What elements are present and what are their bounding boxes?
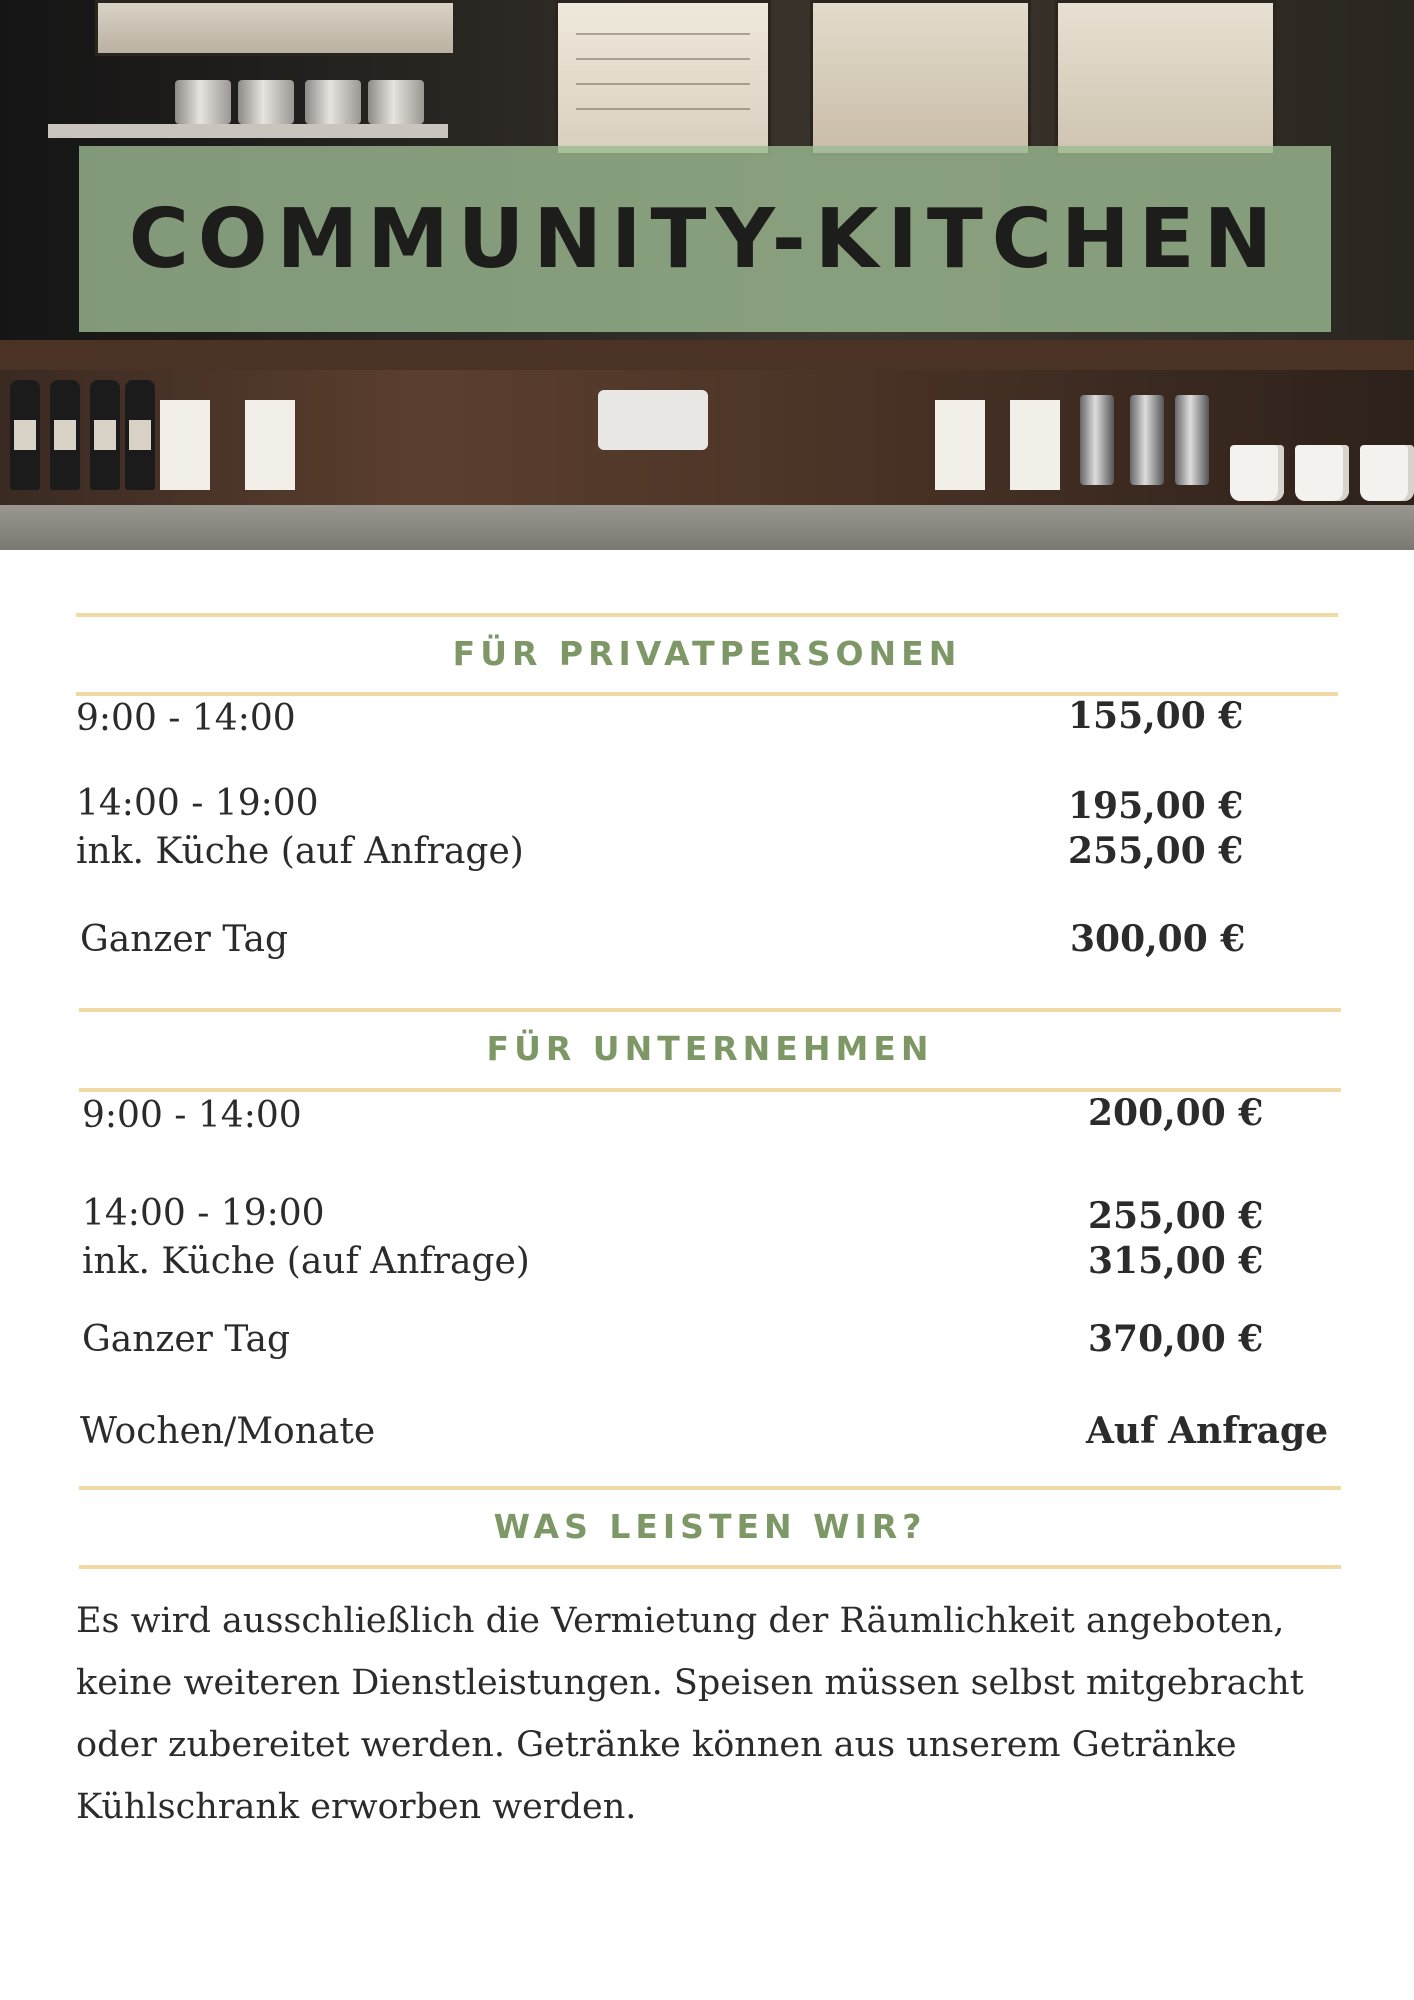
mug — [1230, 445, 1284, 501]
private-row-label: ink. Küche (auf Anfrage) — [76, 831, 524, 872]
counter-top — [0, 340, 1414, 370]
divider — [79, 1565, 1341, 1569]
top-sign — [95, 0, 456, 56]
bottle — [10, 380, 40, 490]
section-heading-business: FÜR UNTERNEHMEN — [486, 1029, 934, 1068]
coffee-bag — [160, 400, 210, 490]
shelf — [48, 124, 448, 138]
private-row-label: 9:00 - 14:00 — [76, 698, 296, 739]
private-row-label: 14:00 - 19:00 — [76, 783, 319, 824]
divider — [79, 1008, 1341, 1012]
mug — [1360, 445, 1414, 501]
title-banner — [79, 146, 1331, 332]
section-heading-private: FÜR PRIVATPERSONEN — [452, 634, 962, 673]
business-row-price: 370,00 € — [1088, 1318, 1264, 1360]
business-row-price: 315,00 € — [1088, 1240, 1264, 1282]
hero-photo — [0, 0, 1414, 550]
business-row-label: Ganzer Tag — [82, 1319, 291, 1360]
coffee-bag — [1010, 400, 1060, 490]
tin — [368, 80, 424, 124]
tin — [175, 80, 231, 124]
menu-board-sandwiches — [810, 0, 1031, 156]
menu-board-right — [1055, 0, 1276, 156]
tin — [305, 80, 361, 124]
mug — [1295, 445, 1349, 501]
private-row-price: 300,00 € — [1070, 918, 1246, 960]
divider — [79, 1486, 1341, 1490]
business-row-label: ink. Küche (auf Anfrage) — [82, 1241, 530, 1282]
services-description: Es wird ausschließlich die Vermietung der Räumlichkeit angeboten, keine weiteren Dienstleistungen. Speisen müssen selbst mitgebracht oder zubereitet werden. Getränke können aus unserem Getränke Kühlschrank erworben werden. — [76, 1601, 1304, 1827]
page-title: COMMUNITY-KITCHEN — [128, 191, 1282, 287]
register — [598, 390, 708, 450]
business-row-price: 255,00 € — [1088, 1195, 1264, 1237]
bottle — [50, 380, 80, 490]
tumbler — [1175, 395, 1209, 485]
business-row-label: 14:00 - 19:00 — [82, 1193, 325, 1234]
business-row-price: Auf Anfrage — [1086, 1410, 1329, 1452]
private-row-label: Ganzer Tag — [80, 919, 289, 960]
tumbler — [1130, 395, 1164, 485]
tumbler — [1080, 395, 1114, 485]
bottle — [90, 380, 120, 490]
coffee-bag — [245, 400, 295, 490]
section-heading-services: WAS LEISTEN WIR? — [493, 1507, 927, 1546]
business-row-price: 200,00 € — [1088, 1092, 1264, 1134]
business-row-label: 9:00 - 14:00 — [82, 1095, 302, 1136]
coffee-bag — [935, 400, 985, 490]
private-row-price: 195,00 € — [1068, 785, 1244, 827]
divider — [76, 613, 1338, 617]
private-row-price: 255,00 € — [1068, 830, 1244, 872]
private-row-price: 155,00 € — [1068, 695, 1244, 737]
business-row-label: Wochen/Monate — [80, 1411, 376, 1452]
tin — [238, 80, 294, 124]
counter-base — [0, 505, 1414, 550]
bottle — [125, 380, 155, 490]
menu-board — [555, 0, 771, 156]
